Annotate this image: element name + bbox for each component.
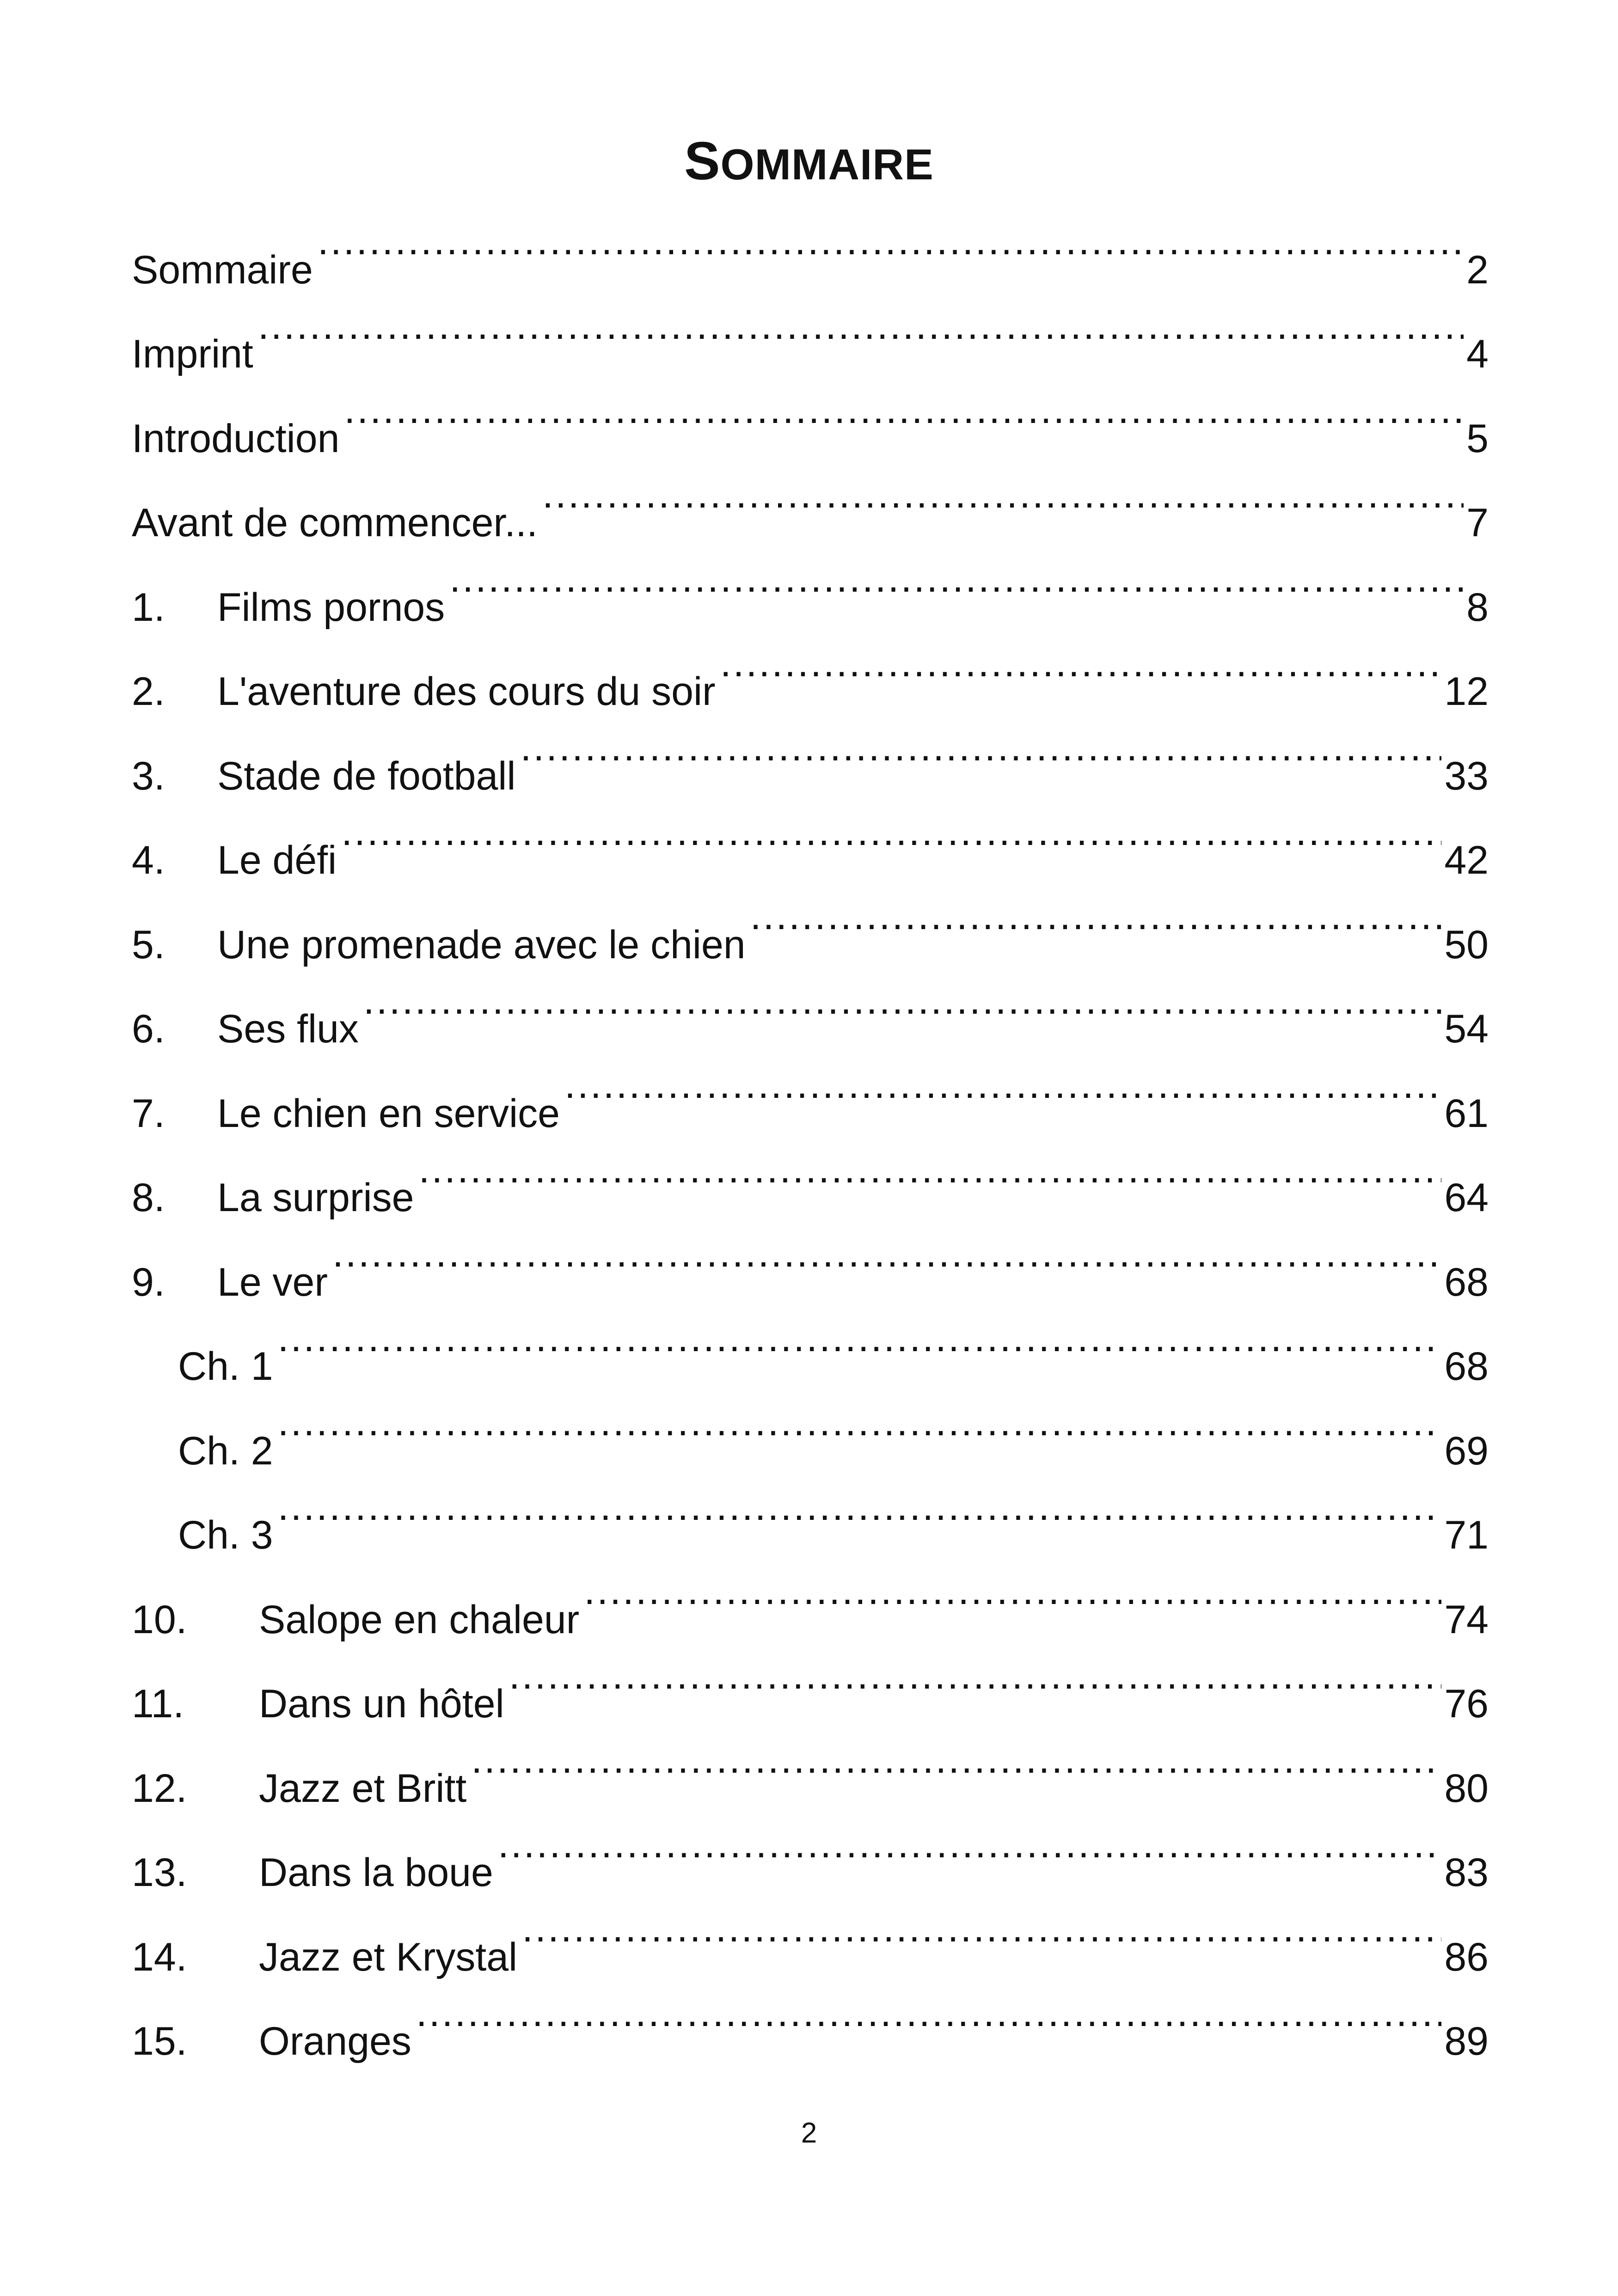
toc-entry-page: 33 — [1444, 753, 1489, 798]
toc-entry-label: Sommaire — [132, 247, 313, 292]
toc-entry-label: Le ver — [217, 1260, 328, 1304]
toc-entry-number: 5. — [132, 922, 165, 967]
toc-entry-label: Introduction — [132, 416, 340, 461]
toc-entry-label: Jazz et Krystal — [259, 1935, 518, 1979]
toc-entry-number: 2. — [132, 669, 165, 714]
toc-dot-leader — [720, 621, 1442, 705]
toc-dot-leader — [278, 1464, 1442, 1549]
toc-entry-page: 2 — [1466, 247, 1489, 292]
toc-entry-page: 83 — [1444, 1850, 1489, 1895]
toc-entry-label: Imprint — [132, 332, 253, 376]
toc-entry-subchapter-2[interactable] — [132, 1380, 1489, 1473]
toc-entry-page: 69 — [1444, 1428, 1489, 1473]
toc-entry-page: 86 — [1444, 1935, 1489, 1979]
toc-entry-page: 50 — [1444, 922, 1489, 967]
toc-entry-label: Films pornos — [217, 585, 445, 630]
toc-entry-page: 76 — [1444, 1682, 1489, 1726]
toc-entry-label: Le chien en service — [217, 1091, 560, 1136]
table-of-contents — [132, 199, 1489, 2063]
toc-dot-leader — [278, 1296, 1442, 1380]
toc-dot-leader — [449, 536, 1464, 621]
toc-entry-number: 4. — [132, 838, 165, 882]
toc-entry-label: Avant de commencer... — [132, 501, 538, 545]
toc-entry-number: 8. — [132, 1176, 165, 1220]
toc-entry-page: 42 — [1444, 838, 1489, 882]
toc-dot-leader — [584, 1549, 1441, 1633]
toc-entry-page: 8 — [1466, 585, 1489, 630]
toc-dot-leader — [509, 1633, 1442, 1718]
toc-dot-leader — [471, 1717, 1441, 1802]
toc-entry-label: Dans un hôtel — [259, 1682, 504, 1726]
toc-entry-page: 7 — [1466, 501, 1489, 545]
toc-entry-page: 4 — [1466, 332, 1489, 376]
toc-dot-leader — [564, 1042, 1441, 1127]
toc-dot-leader — [278, 1380, 1442, 1464]
toc-dot-leader — [416, 1971, 1441, 2055]
toc-entry-label: Dans la boue — [259, 1850, 493, 1895]
page-title-initial: S — [684, 130, 721, 191]
toc-dot-leader — [258, 283, 1464, 368]
toc-entry-page: 5 — [1466, 416, 1489, 461]
toc-entry-number: 7. — [132, 1091, 165, 1136]
toc-entry-number: 11. — [132, 1682, 184, 1726]
toc-entry-chapter-9[interactable] — [132, 1211, 1489, 1304]
toc-dot-leader — [318, 199, 1464, 283]
page-title-rest: OMMAIRE — [720, 140, 934, 189]
toc-entry-introduction[interactable] — [132, 367, 1489, 461]
toc-entry-label: L'aventure des cours du soir — [217, 669, 716, 714]
toc-entry-page: 74 — [1444, 1597, 1489, 1642]
toc-entry-number: 6. — [132, 1007, 165, 1051]
toc-entry-label: Stade de football — [217, 753, 516, 798]
toc-entry-imprint[interactable] — [132, 283, 1489, 376]
page-number: 2 — [801, 2117, 817, 2149]
toc-entry-page: 71 — [1444, 1513, 1489, 1557]
toc-entry-number: 13. — [132, 1850, 187, 1895]
toc-entry-page: 68 — [1444, 1260, 1489, 1304]
toc-entry-label: Ch. 1 — [178, 1344, 273, 1389]
toc-entry-label: Ch. 3 — [178, 1513, 273, 1557]
toc-entry-number: 15. — [132, 2019, 187, 2063]
toc-entry-label: Ch. 2 — [178, 1428, 273, 1473]
toc-dot-leader — [363, 958, 1441, 1043]
toc-entry-page: 54 — [1444, 1007, 1489, 1051]
toc-entry-page: 64 — [1444, 1176, 1489, 1220]
toc-dot-leader — [332, 1211, 1441, 1296]
toc-entry-label: Ses flux — [217, 1007, 359, 1051]
toc-entry-page: 61 — [1444, 1091, 1489, 1136]
toc-entry-page: 68 — [1444, 1344, 1489, 1389]
page-title — [0, 129, 1618, 197]
toc-dot-leader — [418, 1127, 1441, 1212]
toc-entry-sommaire[interactable] — [132, 199, 1489, 292]
toc-dot-leader — [750, 874, 1442, 958]
toc-entry-number: 3. — [132, 753, 165, 798]
toc-entry-label: La surprise — [217, 1176, 414, 1220]
toc-entry-number: 14. — [132, 1935, 187, 1979]
toc-dot-leader — [344, 367, 1464, 452]
toc-entry-page: 80 — [1444, 1766, 1489, 1811]
toc-entry-number: 1. — [132, 585, 165, 630]
toc-entry-chapter-10[interactable] — [132, 1549, 1489, 1642]
toc-entry-number: 10. — [132, 1597, 187, 1642]
toc-entry-label: Jazz et Britt — [259, 1766, 467, 1811]
toc-entry-page: 89 — [1444, 2019, 1489, 2063]
toc-entry-subchapter-3[interactable] — [132, 1464, 1489, 1557]
toc-dot-leader — [341, 790, 1441, 874]
toc-entry-page: 12 — [1444, 669, 1489, 714]
toc-entry-label: Salope en chaleur — [259, 1597, 580, 1642]
toc-dot-leader — [522, 1886, 1441, 1971]
toc-dot-leader — [498, 1802, 1442, 1886]
toc-dot-leader — [542, 452, 1464, 537]
toc-entry-number: 12. — [132, 1766, 187, 1811]
toc-entry-number: 9. — [132, 1260, 165, 1304]
toc-entry-subchapter-1[interactable] — [132, 1296, 1489, 1389]
toc-entry-label: Une promenade avec le chien — [217, 922, 746, 967]
toc-entry-label: Oranges — [259, 2019, 411, 2063]
toc-entry-label: Le défi — [217, 838, 337, 882]
toc-dot-leader — [521, 705, 1442, 790]
